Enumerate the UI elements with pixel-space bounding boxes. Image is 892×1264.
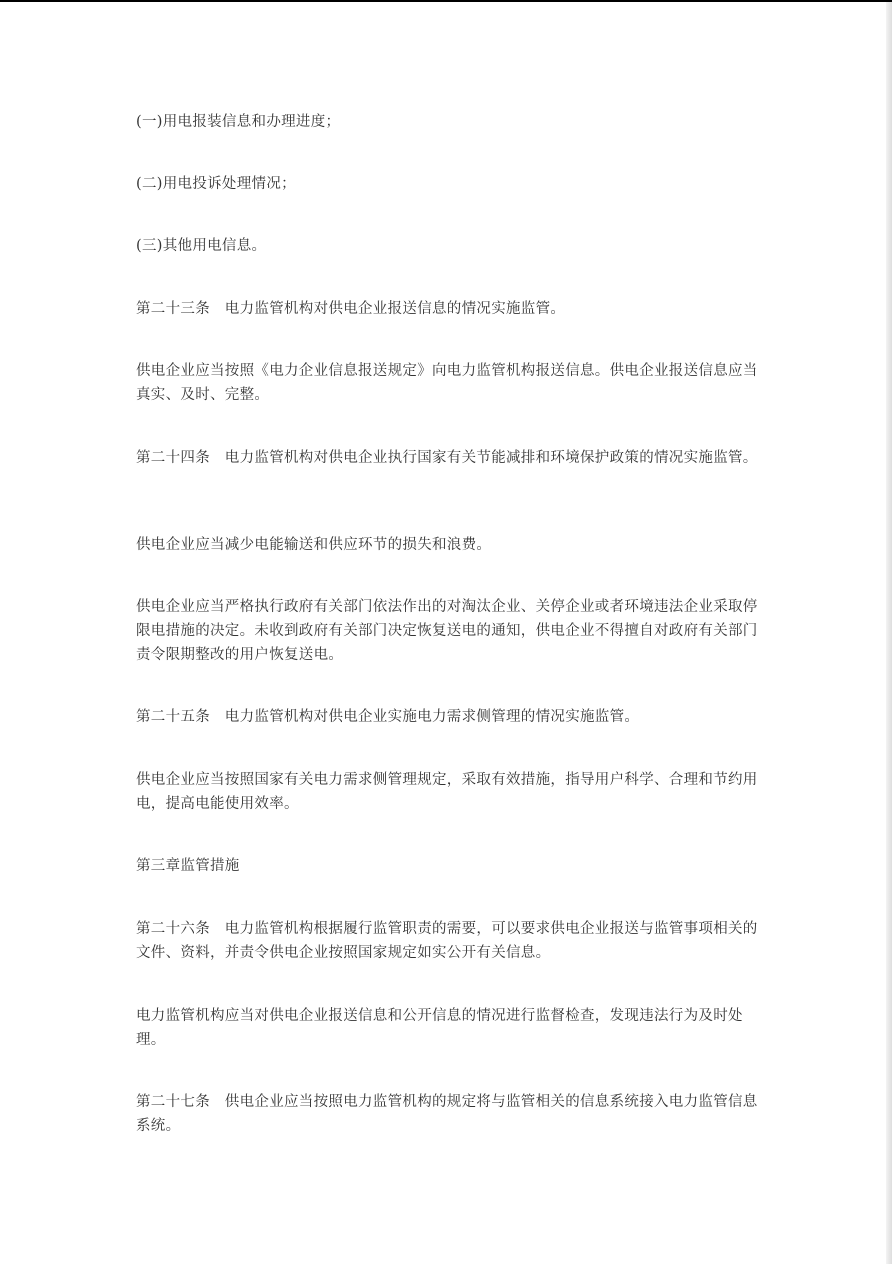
paragraph-item-2: (二)用电投诉处理情况； (136, 176, 296, 192)
chapter-3-heading: 第三章监管措施 (136, 858, 240, 874)
article-26-body: 电力监管机构应当对供电企业报送信息和公开信息的情况进行监督检查，发现违法行为及时处理。 (136, 1008, 743, 1048)
article-26-heading: 第二十六条 电力监管机构根据履行监管职责的需要，可以要求供电企业报送与监管事项相关的文件、资料，并责令供电企业按照国家规定如实公开有关信息。 (136, 921, 758, 961)
paragraph-item-1: (一)用电报装信息和办理进度； (136, 114, 341, 130)
article-24-heading: 第二十四条 电力监管机构对供电企业执行国家有关节能减排和环境保护政策的情况实施监管。 (136, 450, 758, 466)
article-25-heading: 第二十五条 电力监管机构对供电企业实施电力需求侧管理的情况实施监管。 (136, 709, 640, 725)
article-27-heading: 第二十七条 供电企业应当按照电力监管机构的规定将与监管相关的信息系统接入电力监管信息系统。 (136, 1094, 758, 1134)
article-23-body: 供电企业应当按照《电力企业信息报送规定》向电力监管机构报送信息。供电企业报送信息应当真实、及时、完整。 (136, 363, 758, 403)
article-25-body: 供电企业应当按照国家有关电力需求侧管理规定，采取有效措施，指导用户科学、合理和节约用电，提高电能使用效率。 (136, 772, 758, 812)
article-24-body-1: 供电企业应当减少电能输送和供应环节的损失和浪费。 (136, 537, 492, 553)
article-23-heading: 第二十三条 电力监管机构对供电企业报送信息的情况实施监管。 (136, 301, 566, 317)
page-edge-shadow (886, 2, 892, 1264)
paragraph-item-3: (三)其他用电信息。 (136, 238, 267, 254)
article-24-body-2: 供电企业应当严格执行政府有关部门依法作出的对淘汰企业、关停企业或者环境违法企业采取停限电措施的决定。未收到政府有关部门决定恢复送电的通知，供电企业不得擅自对政府有关部门责令限期整改的用户恢复送电。 (136, 599, 758, 663)
